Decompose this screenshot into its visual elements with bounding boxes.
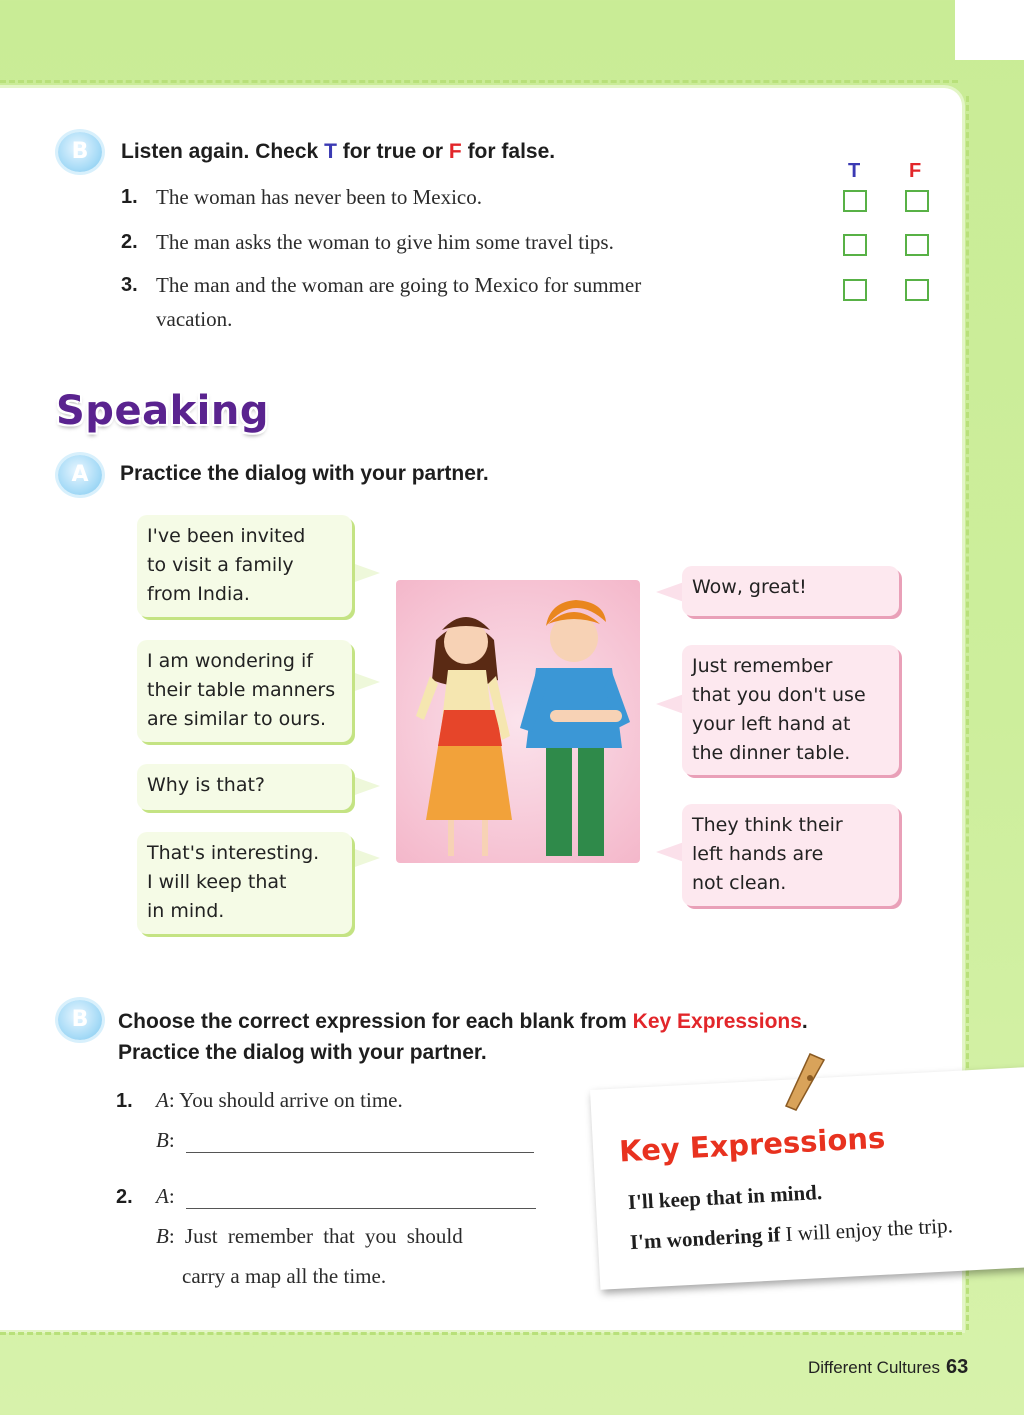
false-column-header: F [909,160,922,182]
speech-bubble-left-1 [137,515,352,617]
speaking-a-heading: Practice the dialog with your partner. [120,462,489,485]
bubble-tail [656,694,684,714]
key-expression-1 [627,1180,822,1215]
bubble-line: to visit a family [147,554,294,576]
bubble-line: That's interesting. [147,842,320,864]
dialog-line-b [156,1224,463,1249]
bubble-tail [352,563,380,583]
bubble-tail [352,848,380,868]
heading-f-letter: F [448,140,462,163]
bubble-line: the dinner table. [692,742,851,764]
bubble-line: that you don't use [692,684,866,706]
dialog-text: : [168,1184,175,1208]
bubble-line: Why is that? [147,774,265,796]
bubble-line: not clean. [692,872,787,894]
answer-blank-1[interactable] [186,1152,534,1153]
statement-text: The man and the woman are going to Mexico for summer [156,273,642,297]
illustration-two-students [396,580,640,863]
bubble-line: are similar to ours. [147,708,327,730]
false-checkbox-2[interactable] [905,234,929,256]
speaking-title: Speaking [56,388,269,434]
speaker-a-label: A [156,1088,169,1112]
key-expression-rest: I will enjoy the trip. [779,1213,954,1247]
bubble-line: I will keep that [147,871,287,893]
true-checkbox-2[interactable] [843,234,867,256]
heading-text-1: Listen again. Check [121,140,325,163]
key-expressions-title: Key Expressions [618,1120,886,1169]
dialog-line-b-continued: carry a map all the time. [182,1264,387,1288]
listening-heading [121,140,555,164]
statement-text: The man asks the woman to give him some travel tips. [156,230,614,254]
speaker-b-label: B [156,1224,169,1248]
bubble-line: I've been invited [147,525,306,547]
speech-bubble-right-1 [682,566,899,616]
bubble-tail [656,842,684,862]
bubble-tail [352,776,380,796]
dialog-line-a [156,1184,175,1209]
heading-text-1: Choose the correct expression for each blank from [118,1010,633,1033]
key-expression-text: I'll keep that in mind. [627,1180,823,1215]
dialog-line-a [156,1088,403,1113]
corner-white [955,0,1024,60]
students-illustration-icon [396,580,640,863]
speaking-b-heading-line2: Practice the dialog with your partner. [118,1041,487,1064]
chapter-name: Different Cultures [808,1358,940,1377]
heading-text-2: for true or [336,140,449,163]
dialog-text: : [168,1128,175,1152]
dashed-border-top [0,80,958,83]
key-expression-2 [629,1213,953,1255]
bubble-tail [656,582,684,602]
page-number: 63 [945,1356,969,1378]
bubble-line: your left hand at [692,713,851,735]
heading-key-expressions: Key Expressions [632,1010,802,1033]
section-badge-listening-b: B [58,132,102,172]
heading-text-3: for false. [461,140,556,163]
item-number: 2. [121,231,138,253]
speech-bubble-right-3 [682,804,899,906]
dialog-text: : You should arrive on time. [168,1088,403,1112]
key-expression-bold: I'm wondering if [629,1222,781,1255]
bubble-line: from India. [147,583,250,605]
speech-bubble-left-2 [137,640,352,742]
speech-bubble-left-4 [137,832,352,934]
clothespin-icon [780,1052,830,1112]
dialog-line-b [156,1128,175,1153]
false-checkbox-3[interactable] [905,279,929,301]
bubble-line: Wow, great! [692,576,807,598]
true-checkbox-1[interactable] [843,190,867,212]
item-number: 1. [121,186,138,208]
dialog-text: : Just remember that you should [168,1224,463,1248]
bubble-line: I am wondering if [147,650,313,672]
bubble-line: They think their [692,814,843,836]
bubble-line: in mind. [147,900,225,922]
item-number: 3. [121,274,138,296]
bubble-line: their table manners [147,679,336,701]
false-checkbox-1[interactable] [905,190,929,212]
speech-bubble-right-2 [682,645,899,775]
bubble-line: left hands are [692,843,824,865]
page-footer [808,1356,968,1379]
bubble-line: Just remember [692,655,833,677]
item-number: 1. [116,1090,133,1112]
speaker-a-label: A [156,1184,169,1208]
section-badge-speaking-a: A [58,455,102,495]
speaking-b-heading [118,1010,808,1034]
section-badge-speaking-b: B [58,1000,102,1040]
statement-text: The woman has never been to Mexico. [156,185,482,209]
heading-t-letter: T [324,140,337,163]
speech-bubble-left-3 [137,764,352,810]
heading-text-2: . [801,1010,808,1033]
bubble-tail [352,672,380,692]
true-checkbox-3[interactable] [843,279,867,301]
item-number: 2. [116,1186,133,1208]
statement-text-continued: vacation. [156,307,233,331]
dashed-border-bottom [0,1332,962,1335]
answer-blank-2[interactable] [186,1208,536,1209]
speaker-b-label: B [156,1128,169,1152]
true-column-header: T [848,160,861,182]
